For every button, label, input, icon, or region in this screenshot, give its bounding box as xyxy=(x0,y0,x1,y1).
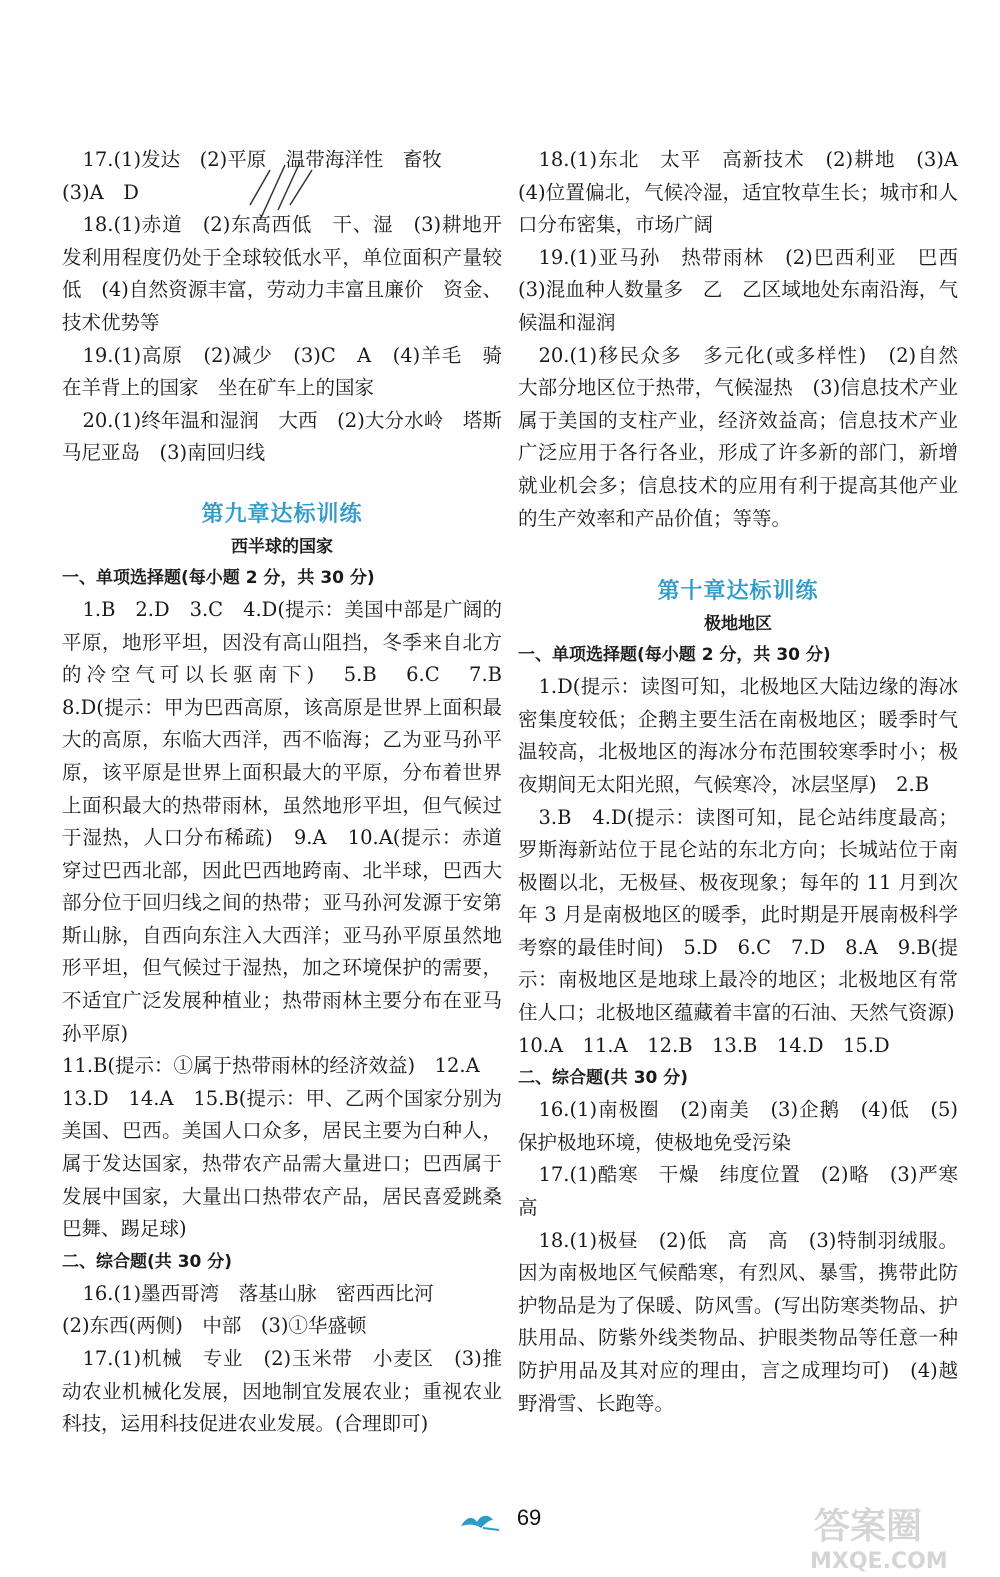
choice-answers-1-2: 1.D(提示：读图可知，北极地区大陆边缘的海冰密集度较低；企鹅主要生活在南极地区；暖季时气温较高，北极地区的海冰分布范围较寒季时小；极夜期间无太阳光照，气候寒冷，冰层坚厚) 2.B xyxy=(518,675,958,796)
answer-16-right: 16.(1)南极圈 (2)南美 (3)企鹅 (4)低 (5)保护极地环境，使极地免受污染 xyxy=(518,1098,958,1154)
page-number: 69 xyxy=(516,1505,542,1530)
answer-18b-right: 18.(1)极昼 (2)低 高 高 (3)特制羽绒服。因为南极地区气候酷寒，有烈风、暴雪，携带此防护物品是为了保暖、防风雪。(写出防寒类物品、护肤用品、防紫外线类物品、护眼类物品等任意一种防护用品及其对应的理由，言之成理均可) (4)越野滑雪、长跑等。 xyxy=(518,1228,958,1415)
section-comprehensive: 二、综合题(共 30 分) xyxy=(62,1251,233,1272)
right-column xyxy=(518,144,978,1420)
chapter-9-title: 第九章达标训练 xyxy=(201,501,363,527)
chapter-10-subtitle: 极地地区 xyxy=(704,614,772,635)
answer-19: 19.(1)高原 (2)减少 (3)C A (4)羊毛 骑在羊背上的国家 坐在矿车上的国家 xyxy=(62,343,502,400)
left-column xyxy=(62,144,522,1441)
choice-answers-10-15: 10.A 11.A 12.B 13.B 14.D 15.D xyxy=(518,1033,890,1057)
answer-20-right: 20.(1)移民众多 多元化(或多样性) (2)自然 大部分地区位于热带，气候湿热 (3)信息技术产业属于美国的支柱产业，经济效益高；信息技术产业广泛应用于各行各业，形成了许多新的部门，新增就业机会多；信息技术的应用有利于提高其他产业的生产效率和产品价值；等等。 xyxy=(518,343,978,530)
chapter-10-title: 第十章达标训练 xyxy=(657,579,819,605)
answer-19-right: 19.(1)亚马孙 热带雨林 (2)巴西利亚 巴西 (3)混血种人数量多 乙 乙区域地处东南沿海，气候温和湿润 xyxy=(518,245,978,334)
section-comprehensive-10: 二、综合题(共 30 分) xyxy=(518,1068,689,1089)
bird-logo-icon xyxy=(459,1510,501,1534)
svg-text:答案圈: 答案圈 xyxy=(814,1506,923,1547)
answer-18-right: 18.(1)东北 太平 高新技术 (2)耕地 (3)A (4)位置偏北，气候冷湿，适宜牧草生长；城市和人口分布密集，市场广阔 xyxy=(518,148,978,237)
answer-20: 20.(1)终年温和湿润 大西 (2)大分水岭 塔斯马尼亚岛 (3)南回归线 xyxy=(62,408,502,465)
choice-answers-11-12: 11.B(提示：①属于热带雨林的经济效益) 12.A xyxy=(62,1054,480,1078)
section-single-choice-10: 一、单项选择题(每小题 2 分，共 30 分) xyxy=(518,645,831,666)
answer-17: 17.(1)发达 (2)平原 温带海洋性 畜牧 xyxy=(82,148,442,171)
choice-answers-13-15: 13.D 14.A 15.B(提示：甲、乙两个国家分别为美国、巴西。美国人口众多，居民主要为白种人，属于发达国家，热带农产品需大量进口；巴西属于发展中国家，大量出口热带农产品，居民喜爱跳桑巴舞、踢足球) xyxy=(62,1086,502,1241)
answer-16-cont: (2)东西(两侧) 中部 (3)①华盛顿 xyxy=(62,1314,367,1338)
section-single-choice: 一、单项选择题(每小题 2 分，共 30 分) xyxy=(62,567,375,588)
choice-answers-3-9: 3.B 4.D(提示：读图可知，昆仑站纬度最高；罗斯海新站位于昆仑站的东北方向；长城站位于南极圈以北，无极昼、极夜现象；每年的 11 月到次年 3 月是南极地区的暖季，此时期是开展南极科学考察的最佳时间) 5.D 6.C 7.D 8.A 9.B(提示：南极地区是地球上最冷的地区；北极地区有常住人口；北极地区蕴藏着丰富的石油、天然气资源) xyxy=(518,805,958,1025)
answer-16: 16.(1)墨西哥湾 落基山脉 密西西比河 xyxy=(82,1281,434,1305)
choice-answers-1-10: 1.B 2.D 3.C 4.D(提示：美国中部是广阔的平原，地形平坦，因没有高山阻挡，冬季来自北方的冷空气可以长驱南下) 5.B 6.C 7.B 8.D(提示：甲为巴西高原，该高原是世界上面积最大的高原，东临大西洋，西不临海；乙为亚马孙平原，该平原是世界上面积最大的平原，分布着世界上面积最大的热带雨林，虽然地形平坦，但气候过于湿热，人口分布稀疏) 9.A 10.A(提示：赤道穿过巴西北部，因此巴西地跨南、北半球，巴西大部分位于回归线之间的热带；亚马孙河发源于安第斯山脉，自西向东注入大西洋；亚马孙平原虽然地形平坦，但气候过于湿热，加之环境保护的需要，不适宜广泛发展种植业；热带雨林主要分布在亚马孙平原) xyxy=(62,597,522,1045)
answer-17-right: 17.(1)酷寒 干燥 纬度位置 (2)略 (3)严寒 高 xyxy=(518,1163,978,1220)
site-watermark xyxy=(806,1504,986,1574)
answer-17-cont: (3)A D xyxy=(62,180,139,204)
answer-18: 18.(1)赤道 (2)东高西低 干、湿 (3)耕地开发利用程度仍处于全球较低水平，单位面积产量较低 (4)自然资源丰富，劳动力丰富且廉价 资金、技术优势等 xyxy=(62,213,502,334)
answer-17b: 17.(1)机械 专业 (2)玉米带 小麦区 (3)推动农业机械化发展，因地制宜发展农业；重视农业科技，运用科技促进农业发展。(合理即可) xyxy=(62,1347,502,1436)
svg-text:MXQE.COM: MXQE.COM xyxy=(810,1549,948,1574)
chapter-9-subtitle: 西半球的国家 xyxy=(231,536,333,557)
